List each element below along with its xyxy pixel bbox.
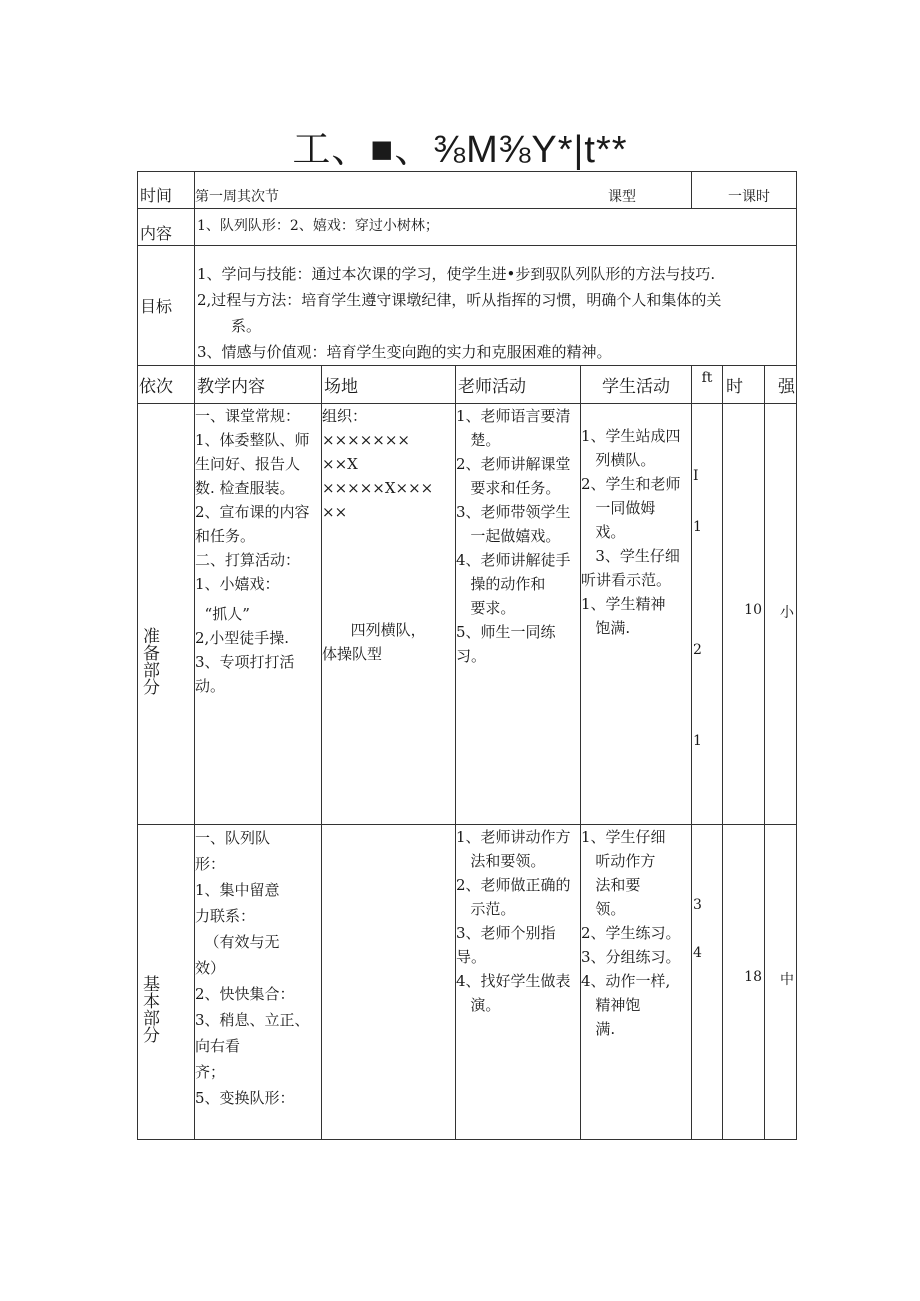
teacher-line: 一起做嬉戏。 [456, 527, 561, 545]
content-line: 生问好、报告人 [195, 455, 301, 473]
content-line: 一、队列队 [195, 829, 271, 847]
formation-line: ××××××× [322, 431, 410, 449]
time-cell [195, 172, 692, 209]
formation-line: ×× [322, 503, 348, 521]
header-time: 时 [723, 366, 765, 404]
content-line: 效） [195, 959, 226, 977]
student-line: 1、学生仔细 [581, 828, 666, 846]
teacher-line: 楚。 [456, 431, 501, 449]
time-value-cell: 18 [723, 825, 765, 1140]
content-line: 2、快快集合： [195, 985, 295, 1003]
label-char: 准 [143, 627, 160, 646]
content-line: 1、集中留意 [195, 881, 280, 899]
count-column [692, 825, 723, 1140]
student-line: 听讲看示范。 [581, 571, 672, 589]
student-line: 3、分组练习。 [581, 948, 681, 966]
time-value-cell: 10 [723, 404, 765, 825]
document-title: 工、■、⅜M⅜Y*|t** [292, 129, 628, 171]
goal-item: 2,过程与方法：培育学生遵守课墩纪律，听从指挥的习惯，明确个人和集体的关 [197, 291, 722, 309]
teacher-activities [456, 825, 581, 1140]
lesson-plan-table [137, 171, 797, 1140]
teacher-line: 2、老师做正确的 [456, 876, 571, 894]
content-line: 一、课堂常规： [195, 407, 301, 425]
type-value: 一课时 [692, 172, 797, 209]
goal-list [195, 246, 797, 366]
venue-line: 组织： [322, 407, 368, 425]
count-mark: I [693, 468, 699, 484]
section-basic [138, 825, 797, 1140]
header-student: 学生活动 [581, 366, 692, 404]
student-line: 2、学生和老师 [581, 475, 681, 493]
venue-line: 四列横队， [322, 621, 426, 639]
content-line: 力联系： [195, 907, 256, 925]
venue-organization [322, 404, 456, 825]
section-label [138, 404, 195, 825]
label-char: 本 [143, 991, 160, 1011]
label-char: 分 [143, 1025, 160, 1045]
content-line: （有效与无 [195, 933, 280, 951]
teacher-line: 4、找好学生做表 [456, 972, 571, 990]
content-line: 向右看 [195, 1037, 241, 1055]
teacher-line: 1、老师语言要清 [456, 407, 571, 425]
goal-label: 目标 [138, 246, 195, 366]
teacher-line: 3、老师带领学生 [456, 503, 571, 521]
time-value: 第一周其次节 [195, 189, 279, 205]
header-venue: 场地 [322, 366, 456, 404]
venue-line: 体操队型 [322, 645, 383, 663]
student-line: 列横队。 [581, 451, 656, 469]
header-intensity: 强 [765, 366, 797, 404]
student-activities [581, 404, 692, 825]
header-order: 依次 [138, 366, 195, 404]
teacher-line: 法和要领。 [456, 852, 546, 870]
content-line: 5、变换队形： [195, 1089, 295, 1107]
student-line: 戏。 [581, 523, 626, 541]
teacher-line: 1、老师讲动作方 [456, 828, 571, 846]
formation-line: ××X [322, 455, 358, 473]
count-mark: 1 [693, 519, 702, 535]
count-mark: 3 [693, 897, 702, 913]
student-line: 饱满. [581, 619, 631, 637]
student-line: 1、学生站成四 [581, 427, 681, 445]
student-activities [581, 825, 692, 1140]
student-line: 精神饱 [581, 996, 641, 1014]
student-line: 一同做姆 [581, 499, 656, 517]
teacher-line: 示范。 [456, 900, 516, 918]
goal-row [138, 246, 797, 366]
label-char: 部 [143, 1008, 160, 1028]
teacher-line: 操的动作和 [456, 575, 546, 593]
content-line: 二、打算活动： [195, 551, 301, 569]
content-line: 1、体委整队、师 [195, 431, 310, 449]
teacher-line: 要求和任务。 [456, 479, 561, 497]
student-line: 4、动作一样, [581, 972, 671, 990]
student-line: 法和要 [581, 876, 641, 894]
content-value: 1、队列队形：2、嬉戏：穿过小树林； [195, 209, 797, 246]
content-label: 内容 [138, 209, 195, 246]
content-line: 齐； [195, 1063, 226, 1081]
student-line: 2、学生练习。 [581, 924, 681, 942]
content-line: 和任务。 [195, 527, 256, 545]
header-row [138, 366, 797, 404]
teacher-line: 4、老师讲解徒手 [456, 551, 571, 569]
label-char: 基 [143, 974, 160, 994]
teacher-activities [456, 404, 581, 825]
header-teacher: 老师活动 [456, 366, 581, 404]
label-char: 部 [143, 661, 160, 680]
student-line: 领。 [581, 900, 626, 918]
count-mark: 2 [693, 642, 702, 658]
content-line: 3、专项打打活动。 [195, 653, 295, 695]
student-line: 3、学生仔细 [581, 547, 680, 565]
teacher-line: 3、老师个别指导。 [456, 924, 556, 966]
student-line: 1、学生精神 [581, 595, 666, 613]
teacher-line: 演。 [456, 996, 501, 1014]
teacher-line: 5、师生一同练习。 [456, 623, 556, 665]
student-line: 听动作方 [581, 852, 656, 870]
header-count: ft [692, 366, 723, 404]
time-label: 时间 [138, 172, 195, 209]
count-column [692, 404, 723, 825]
header-content: 教学内容 [195, 366, 322, 404]
content-line: 数. 检查服装。 [195, 479, 295, 497]
teacher-line: 要求。 [456, 599, 516, 617]
goal-item: 1、学问与技能：通过本次课的学习，使学生进•步到驭队列队形的方法与技巧. [197, 265, 716, 283]
goal-item: 3、情感与价值观：培育学生变向跑的实力和克服困难的精神。 [197, 343, 612, 361]
content-row [138, 209, 797, 246]
count-mark: 1 [693, 733, 702, 749]
formation-line: ×××××X××× [322, 479, 434, 497]
content-line: 1、小嬉戏： [195, 575, 280, 593]
content-line: “抓人” [195, 605, 250, 623]
teacher-line: 2、老师讲解课堂 [456, 455, 571, 473]
label-char: 备 [143, 644, 160, 663]
content-line: 2、宣布课的内容 [195, 503, 310, 521]
section-label [138, 825, 195, 1140]
intensity-value-cell: 中 [765, 825, 797, 1140]
label-char: 分 [143, 678, 160, 697]
section-preparation [138, 404, 797, 825]
venue-empty [322, 825, 456, 1140]
intensity-value-cell: 小 [765, 404, 797, 825]
teaching-content [195, 825, 322, 1140]
student-line: 满. [581, 1020, 616, 1038]
goal-item: 系。 [231, 317, 262, 335]
teaching-content [195, 404, 322, 825]
content-line: 2,小型徒手操. [195, 629, 290, 647]
type-label: 课型 [608, 189, 636, 205]
content-line: 3、稍息、立正、 [195, 1011, 310, 1029]
time-row [138, 172, 797, 209]
count-mark: 4 [693, 945, 702, 961]
content-line: 形： [195, 855, 226, 873]
